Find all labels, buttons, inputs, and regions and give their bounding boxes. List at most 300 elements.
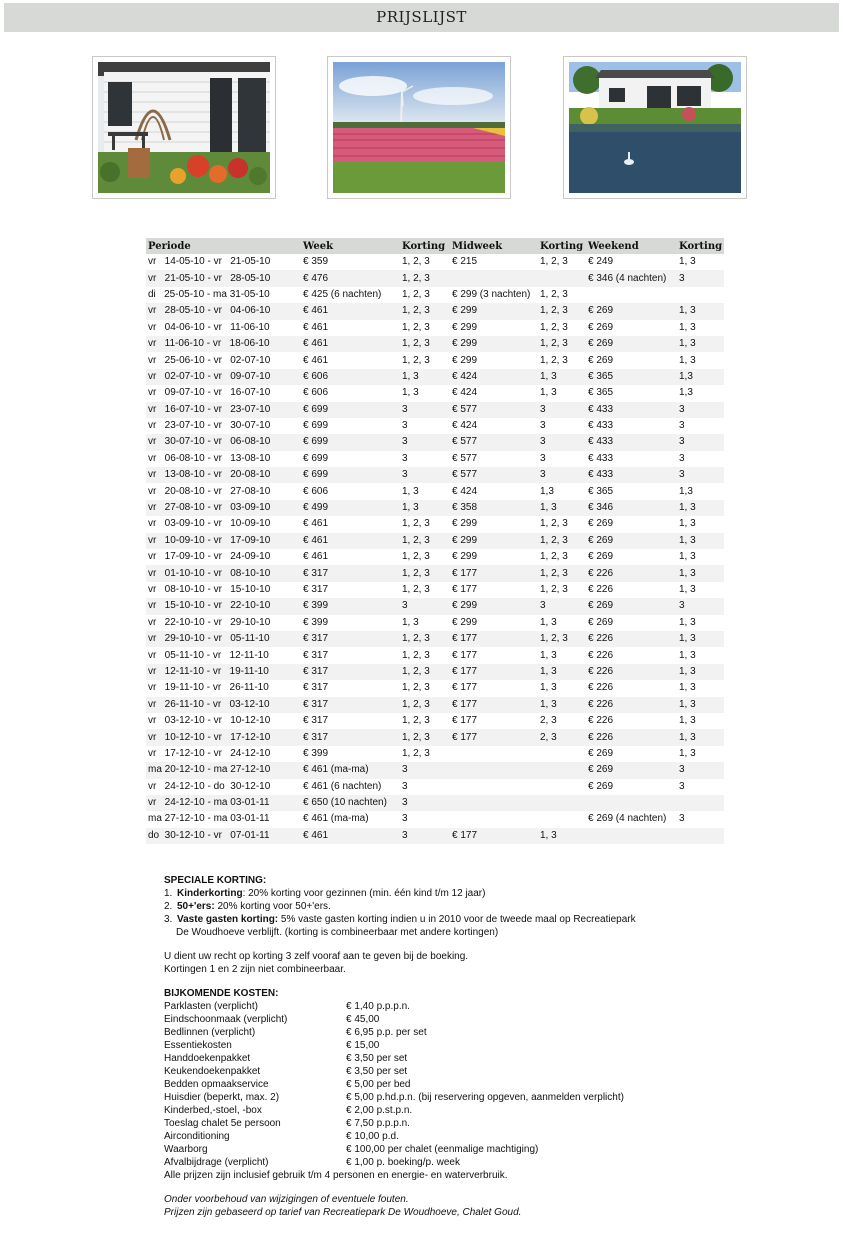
- table-cell: € 299: [450, 320, 538, 336]
- table-cell: vr 10-09-10 - vr 17-09-10: [146, 533, 301, 549]
- table-cell: € 269: [586, 762, 677, 778]
- table-cell: 1, 3: [400, 385, 450, 401]
- table-cell: € 577: [450, 467, 538, 483]
- table-cell: € 317: [301, 647, 400, 663]
- item-number: 2.: [164, 901, 173, 912]
- table-cell: € 424: [450, 418, 538, 434]
- table-cell: 1,3: [677, 483, 724, 499]
- table-cell: 1, 3: [677, 729, 724, 745]
- table-cell: € 317: [301, 713, 400, 729]
- table-cell: € 699: [301, 434, 400, 450]
- table-cell: 1, 2, 3: [538, 533, 586, 549]
- table-cell: € 226: [586, 680, 677, 696]
- table-cell: vr 29-10-10 - vr 05-11-10: [146, 631, 301, 647]
- table-cell: € 399: [301, 615, 400, 631]
- cost-value: € 3,50 per set: [346, 1066, 408, 1077]
- table-cell: € 226: [586, 713, 677, 729]
- table-cell: 1, 3: [538, 385, 586, 401]
- cost-row: [164, 1026, 764, 1039]
- table-cell: € 424: [450, 385, 538, 401]
- table-cell: € 461: [301, 516, 400, 532]
- table-cell: 1, 3: [677, 746, 724, 762]
- table-cell: vr 28-05-10 - vr 04-06-10: [146, 303, 301, 319]
- cost-label: Keukendoekenpakket: [164, 1066, 261, 1077]
- table-cell: € 699: [301, 418, 400, 434]
- table-cell: 1, 2, 3: [538, 631, 586, 647]
- table-cell: 1, 3: [677, 516, 724, 532]
- table-cell: € 177: [450, 664, 538, 680]
- table-row: [146, 483, 724, 499]
- special-discount-item: [164, 913, 764, 926]
- table-row: [146, 270, 724, 286]
- table-cell: vr 01-10-10 - vr 08-10-10: [146, 565, 301, 581]
- table-cell: 2, 3: [538, 713, 586, 729]
- table-cell: 1, 3: [400, 615, 450, 631]
- table-cell: € 177: [450, 647, 538, 663]
- table-cell: 3: [400, 779, 450, 795]
- disclaimer-line-2: Prijzen zijn gebaseerd op tarief van Recreatiepark De Woudhoeve, Chalet Goud.: [164, 1207, 522, 1218]
- column-header: Midweek: [450, 238, 538, 254]
- table-cell: € 269: [586, 746, 677, 762]
- table-cell: € 299: [450, 615, 538, 631]
- table-cell: vr 03-12-10 - vr 10-12-10: [146, 713, 301, 729]
- table-cell: € 365: [586, 369, 677, 385]
- table-cell: 1, 3: [677, 336, 724, 352]
- table-row: [146, 779, 724, 795]
- table-cell: vr 09-07-10 - vr 16-07-10: [146, 385, 301, 401]
- table-cell: € 461: [301, 320, 400, 336]
- table-row: [146, 697, 724, 713]
- table-row: [146, 615, 724, 631]
- table-cell: € 249: [586, 254, 677, 270]
- table-cell: € 461: [301, 303, 400, 319]
- table-cell: [586, 828, 677, 844]
- table-row: [146, 664, 724, 680]
- title-bar: [4, 3, 839, 32]
- table-cell: € 226: [586, 582, 677, 598]
- table-cell: 1, 3: [677, 254, 724, 270]
- table-cell: 3: [538, 451, 586, 467]
- table-row: [146, 369, 724, 385]
- table-cell: vr 08-10-10 - vr 15-10-10: [146, 582, 301, 598]
- cost-label: Waarborg: [164, 1144, 208, 1155]
- table-row: [146, 434, 724, 450]
- table-cell: 1, 3: [400, 500, 450, 516]
- cost-label: Huisdier (beperkt, max. 2): [164, 1092, 280, 1103]
- table-cell: € 399: [301, 746, 400, 762]
- table-cell: 1, 3: [677, 664, 724, 680]
- table-cell: 3: [400, 402, 450, 418]
- table-cell: € 177: [450, 631, 538, 647]
- cost-row: [164, 1143, 764, 1156]
- table-cell: 1, 3: [677, 320, 724, 336]
- table-cell: 1, 2, 3: [400, 336, 450, 352]
- table-cell: € 317: [301, 565, 400, 581]
- photo-chalet-terrace: [92, 56, 276, 199]
- table-cell: [538, 746, 586, 762]
- table-cell: € 606: [301, 369, 400, 385]
- cost-row: [164, 1078, 764, 1091]
- table-row: [146, 451, 724, 467]
- table-cell: 1, 2, 3: [538, 352, 586, 368]
- table-cell: 1, 3: [538, 500, 586, 516]
- extra-costs-heading: BIJKOMENDE KOSTEN:: [164, 988, 279, 999]
- table-cell: vr 20-08-10 - vr 27-08-10: [146, 483, 301, 499]
- cost-row: [164, 1091, 764, 1104]
- table-cell: 3: [538, 598, 586, 614]
- table-cell: € 269: [586, 549, 677, 565]
- table-cell: [677, 795, 724, 811]
- table-cell: 1, 3: [677, 680, 724, 696]
- table-cell: vr 19-11-10 - vr 26-11-10: [146, 680, 301, 696]
- table-cell: € 317: [301, 582, 400, 598]
- table-cell: € 346 (4 nachten): [586, 270, 677, 286]
- table-header-row: [146, 238, 724, 254]
- table-cell: 1, 2, 3: [400, 729, 450, 745]
- table-cell: 1, 2, 3: [538, 336, 586, 352]
- table-cell: € 399: [301, 598, 400, 614]
- table-cell: € 425 (6 nachten): [301, 287, 400, 303]
- table-cell: 1, 3: [538, 615, 586, 631]
- cost-label: Bedden opmaakservice: [164, 1079, 269, 1090]
- table-row: [146, 467, 724, 483]
- table-cell: 1, 2, 3: [400, 664, 450, 680]
- table-cell: € 299: [450, 516, 538, 532]
- table-cell: € 317: [301, 664, 400, 680]
- table-cell: € 299 (3 nachten): [450, 287, 538, 303]
- special-discount-heading: SPECIALE KORTING:: [164, 875, 267, 886]
- table-cell: vr 02-07-10 - vr 09-07-10: [146, 369, 301, 385]
- price-table: [146, 238, 724, 844]
- table-cell: € 177: [450, 582, 538, 598]
- table-cell: € 499: [301, 500, 400, 516]
- table-cell: 3: [400, 418, 450, 434]
- table-row: [146, 303, 724, 319]
- table-cell: 1, 2, 3: [538, 320, 586, 336]
- table-cell: vr 23-07-10 - vr 30-07-10: [146, 418, 301, 434]
- table-cell: 1,3: [677, 369, 724, 385]
- cost-value: € 3,50 per set: [346, 1053, 408, 1064]
- table-cell: 3: [400, 467, 450, 483]
- table-cell: € 461: [301, 549, 400, 565]
- table-cell: € 317: [301, 680, 400, 696]
- table-cell: 1, 3: [677, 615, 724, 631]
- table-row: [146, 631, 724, 647]
- table-cell: 3: [400, 811, 450, 827]
- table-row: [146, 565, 724, 581]
- cost-label: Parklasten (verplicht): [164, 1001, 258, 1012]
- table-cell: 1, 3: [677, 631, 724, 647]
- table-cell: 3: [538, 418, 586, 434]
- table-cell: vr 17-09-10 - vr 24-09-10: [146, 549, 301, 565]
- table-cell: 1, 2, 3: [400, 549, 450, 565]
- table-cell: vr 21-05-10 - vr 28-05-10: [146, 270, 301, 286]
- item-bold-label: Vaste gasten korting:: [177, 914, 279, 925]
- cost-value: € 6,95 p.p. per set: [346, 1027, 427, 1038]
- table-row: [146, 418, 724, 434]
- table-cell: € 359: [301, 254, 400, 270]
- photo-tulip-field: [327, 56, 511, 199]
- table-cell: 1, 3: [400, 483, 450, 499]
- table-cell: € 177: [450, 729, 538, 745]
- table-cell: [538, 270, 586, 286]
- chalets-pond-image: [569, 62, 741, 193]
- table-cell: € 358: [450, 500, 538, 516]
- table-row: [146, 402, 724, 418]
- cost-value: € 2,00 p.st.p.n.: [346, 1105, 413, 1116]
- table-cell: 1, 2, 3: [400, 352, 450, 368]
- table-cell: 1, 2, 3: [400, 582, 450, 598]
- column-header: Periode: [146, 238, 301, 254]
- table-cell: € 461: [301, 828, 400, 844]
- table-cell: do 30-12-10 - vr 07-01-11: [146, 828, 301, 844]
- cost-row: [164, 1065, 764, 1078]
- table-cell: € 299: [450, 352, 538, 368]
- cost-value: € 100,00 per chalet (eenmalige machtiging): [346, 1144, 539, 1155]
- table-cell: 1, 2, 3: [538, 303, 586, 319]
- table-cell: € 269: [586, 320, 677, 336]
- table-cell: € 606: [301, 483, 400, 499]
- table-row: [146, 385, 724, 401]
- table-cell: 1, 2, 3: [400, 287, 450, 303]
- table-cell: 1,3: [538, 483, 586, 499]
- table-cell: 3: [677, 779, 724, 795]
- extra-costs-list: [164, 1000, 764, 1169]
- item-text: 5% vaste gasten korting indien u in 2010 voor de tweede maal op Recreatiepark: [278, 914, 636, 925]
- table-cell: vr 13-08-10 - vr 20-08-10: [146, 467, 301, 483]
- notes-section: [164, 874, 764, 1219]
- table-cell: € 226: [586, 631, 677, 647]
- table-cell: € 177: [450, 565, 538, 581]
- table-cell: 1,3: [677, 385, 724, 401]
- table-cell: ma 20-12-10 - ma 27-12-10: [146, 762, 301, 778]
- cost-label: Essentiekosten: [164, 1040, 232, 1051]
- table-cell: 1, 3: [538, 369, 586, 385]
- table-cell: 1, 3: [677, 647, 724, 663]
- table-cell: 1, 2, 3: [400, 303, 450, 319]
- table-cell: € 461 (ma-ma): [301, 811, 400, 827]
- cost-label: Eindschoonmaak (verplicht): [164, 1014, 288, 1025]
- table-cell: 3: [677, 762, 724, 778]
- page-title: PRIJSLIJST: [376, 8, 467, 26]
- table-cell: 1, 2, 3: [538, 254, 586, 270]
- table-row: [146, 336, 724, 352]
- table-cell: 3: [677, 418, 724, 434]
- table-cell: € 461 (ma-ma): [301, 762, 400, 778]
- table-cell: 3: [400, 598, 450, 614]
- table-cell: 3: [677, 270, 724, 286]
- cost-label: Toeslag chalet 5e persoon: [164, 1118, 281, 1129]
- table-cell: vr 11-06-10 - vr 18-06-10: [146, 336, 301, 352]
- table-cell: € 269: [586, 516, 677, 532]
- column-header: Korting: [538, 238, 586, 254]
- column-header: Korting: [677, 238, 724, 254]
- table-cell: € 461: [301, 336, 400, 352]
- table-cell: € 650 (10 nachten): [301, 795, 400, 811]
- table-cell: € 226: [586, 697, 677, 713]
- table-cell: 1, 3: [538, 647, 586, 663]
- table-cell: 1, 2, 3: [400, 713, 450, 729]
- table-cell: 1, 3: [677, 713, 724, 729]
- table-row: [146, 647, 724, 663]
- table-cell: 3: [677, 434, 724, 450]
- table-cell: [586, 287, 677, 303]
- disclaimer-line-1: Onder voorbehoud van wijzigingen of eventuele fouten.: [164, 1194, 409, 1205]
- cost-row: [164, 1000, 764, 1013]
- table-cell: 1, 2, 3: [400, 516, 450, 532]
- table-cell: vr 27-08-10 - vr 03-09-10: [146, 500, 301, 516]
- table-row: [146, 516, 724, 532]
- table-cell: 1, 3: [677, 533, 724, 549]
- table-cell: 3: [400, 795, 450, 811]
- table-cell: 1, 2, 3: [538, 287, 586, 303]
- table-cell: 1, 2, 3: [538, 516, 586, 532]
- table-cell: € 461: [301, 352, 400, 368]
- table-cell: 1, 2, 3: [400, 746, 450, 762]
- table-cell: 1, 2, 3: [538, 582, 586, 598]
- table-cell: vr 15-10-10 - vr 22-10-10: [146, 598, 301, 614]
- table-row: [146, 795, 724, 811]
- table-row: [146, 549, 724, 565]
- table-cell: € 299: [450, 336, 538, 352]
- table-cell: 1, 3: [677, 500, 724, 516]
- table-cell: 1, 3: [677, 549, 724, 565]
- table-cell: 1, 3: [677, 697, 724, 713]
- table-cell: 3: [677, 598, 724, 614]
- table-cell: 3: [677, 467, 724, 483]
- table-cell: € 299: [450, 598, 538, 614]
- table-cell: vr 25-06-10 - vr 02-07-10: [146, 352, 301, 368]
- table-cell: € 433: [586, 467, 677, 483]
- tulip-field-image: [333, 62, 505, 193]
- table-cell: 1, 2, 3: [400, 631, 450, 647]
- table-cell: 3: [400, 762, 450, 778]
- table-cell: vr 30-07-10 - vr 06-08-10: [146, 434, 301, 450]
- table-cell: vr 26-11-10 - vr 03-12-10: [146, 697, 301, 713]
- table-cell: [450, 779, 538, 795]
- table-cell: € 269: [586, 303, 677, 319]
- table-cell: 3: [677, 451, 724, 467]
- table-cell: vr 06-08-10 - vr 13-08-10: [146, 451, 301, 467]
- column-header: Korting: [400, 238, 450, 254]
- table-row: [146, 828, 724, 844]
- table-cell: € 577: [450, 451, 538, 467]
- table-cell: [538, 811, 586, 827]
- chalet-terrace-image: [98, 62, 270, 193]
- table-cell: [677, 828, 724, 844]
- table-cell: 1, 3: [677, 303, 724, 319]
- table-cell: € 269: [586, 533, 677, 549]
- special-discount-list: [164, 887, 764, 926]
- table-cell: 1, 3: [538, 680, 586, 696]
- table-cell: [450, 762, 538, 778]
- cost-label: Afvalbijdrage (verplicht): [164, 1157, 269, 1168]
- table-cell: € 365: [586, 385, 677, 401]
- cost-value: € 10,00 p.d.: [346, 1131, 399, 1142]
- table-cell: [677, 287, 724, 303]
- table-cell: vr 16-07-10 - vr 23-07-10: [146, 402, 301, 418]
- cost-value: € 45,00: [346, 1014, 380, 1025]
- table-cell: € 433: [586, 418, 677, 434]
- table-cell: 1, 2, 3: [400, 533, 450, 549]
- table-row: [146, 254, 724, 270]
- table-cell: € 226: [586, 729, 677, 745]
- cost-row: [164, 1052, 764, 1065]
- item-bold-label: Kinderkorting: [177, 888, 243, 899]
- table-cell: € 433: [586, 402, 677, 418]
- table-cell: € 177: [450, 697, 538, 713]
- table-cell: [586, 795, 677, 811]
- table-cell: € 269: [586, 779, 677, 795]
- table-cell: 3: [677, 811, 724, 827]
- table-cell: € 476: [301, 270, 400, 286]
- table-cell: vr 17-12-10 - vr 24-12-10: [146, 746, 301, 762]
- table-cell: vr 10-12-10 - vr 17-12-10: [146, 729, 301, 745]
- table-cell: 1, 2, 3: [538, 549, 586, 565]
- item-number: 1.: [164, 888, 173, 899]
- table-cell: € 177: [450, 713, 538, 729]
- table-cell: € 269: [586, 336, 677, 352]
- table-row: [146, 287, 724, 303]
- table-cell: € 299: [450, 303, 538, 319]
- table-cell: 1, 3: [538, 828, 586, 844]
- table-cell: vr 22-10-10 - vr 29-10-10: [146, 615, 301, 631]
- table-cell: vr 05-11-10 - vr 12-11-10: [146, 647, 301, 663]
- table-row: [146, 729, 724, 745]
- table-row: [146, 680, 724, 696]
- table-cell: € 461 (6 nachten): [301, 779, 400, 795]
- table-cell: 1, 3: [538, 697, 586, 713]
- table-cell: € 317: [301, 729, 400, 745]
- table-cell: 1, 3: [677, 582, 724, 598]
- table-cell: € 346: [586, 500, 677, 516]
- cost-value: € 5,00 per bed: [346, 1079, 411, 1090]
- table-row: [146, 746, 724, 762]
- cost-row: [164, 1130, 764, 1143]
- table-cell: [450, 795, 538, 811]
- cost-label: Kinderbed,-stoel, -box: [164, 1105, 262, 1116]
- table-cell: [450, 811, 538, 827]
- table-cell: 1, 2, 3: [400, 565, 450, 581]
- cost-label: Airconditioning: [164, 1131, 230, 1142]
- table-row: [146, 533, 724, 549]
- cost-row: [164, 1104, 764, 1117]
- cost-value: € 1,00 p. boeking/p. week: [346, 1157, 460, 1168]
- table-cell: 1, 2, 3: [400, 680, 450, 696]
- table-cell: 3: [400, 434, 450, 450]
- table-cell: di 25-05-10 - ma 31-05-10: [146, 287, 301, 303]
- discount-note-1: U dient uw recht op korting 3 zelf vooraf aan te geven bij de boeking.: [164, 951, 469, 962]
- table-body: [146, 254, 724, 844]
- table-cell: 1, 2, 3: [400, 270, 450, 286]
- column-header: Weekend: [586, 238, 677, 254]
- table-cell: 1, 2, 3: [400, 320, 450, 336]
- table-cell: 1, 3: [677, 352, 724, 368]
- table-cell: vr 04-06-10 - vr 11-06-10: [146, 320, 301, 336]
- table-cell: € 433: [586, 434, 677, 450]
- table-cell: € 299: [450, 549, 538, 565]
- table-cell: 3: [538, 402, 586, 418]
- table-cell: € 424: [450, 369, 538, 385]
- table-cell: € 226: [586, 647, 677, 663]
- special-discount-item: [164, 900, 764, 913]
- cost-label: Handdoekenpakket: [164, 1053, 251, 1064]
- cost-value: € 5,00 p.hd.p.n. (bij reservering opgeven, aanmelden verplicht): [346, 1092, 624, 1103]
- cost-value: € 1,40 p.p.p.n.: [346, 1001, 410, 1012]
- cost-value: € 7,50 p.p.p.n.: [346, 1118, 410, 1129]
- table-cell: € 699: [301, 467, 400, 483]
- table-cell: [538, 762, 586, 778]
